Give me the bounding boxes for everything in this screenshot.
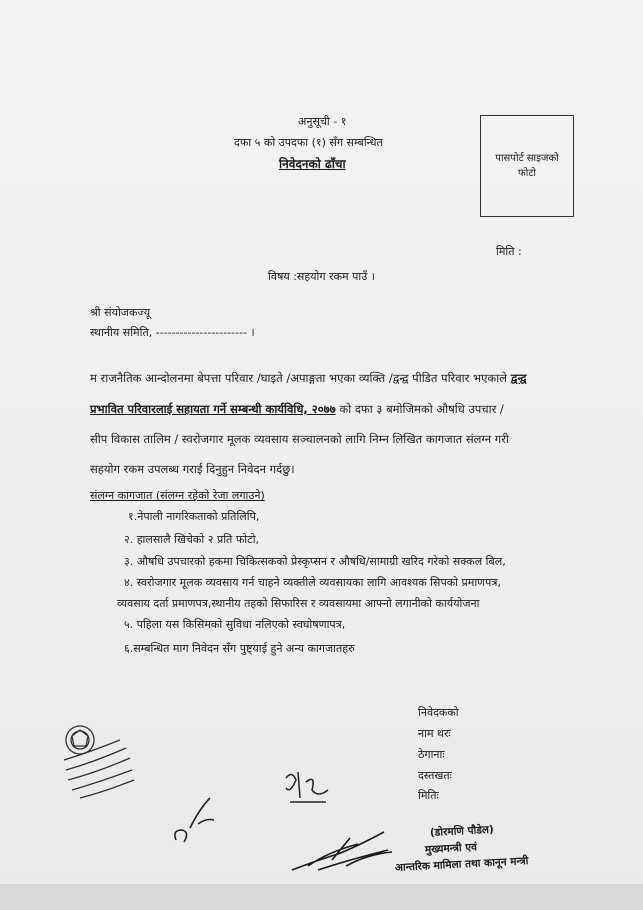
- body-line-3: सीप विकास तालिम / स्वरोजगार मूलक व्यवसाय सञ्चालनको लागि निम्न लिखित कागजात संलग्न गरी: [90, 432, 509, 446]
- handwritten-signature-2: [282, 768, 332, 808]
- applicant-date-label: मितिः: [418, 789, 439, 802]
- page-bottom-edge: [0, 884, 643, 910]
- photo-box: [480, 115, 574, 217]
- body-line-2-text: को दफा ३ बमोजिमको औषधि उपचार /: [339, 402, 504, 416]
- body-line-1: [90, 371, 572, 386]
- body-line-2: [90, 402, 572, 417]
- applicant-address-label: ठेगानाः: [418, 748, 445, 761]
- body-line-1-emphasis: द्वन्द्व: [510, 371, 527, 385]
- minister-title-2: आन्तरिक मामिला तथा कानून मन्त्री: [394, 855, 529, 874]
- applicant-heading: निवेदकको: [418, 706, 459, 719]
- minister-name: (डोरमणि पौडेल): [429, 823, 495, 839]
- attachment-item: ६.सम्बन्धित माग निवेदन सँग पुष्ट्याई हुने अन्य कागजातहरु: [124, 642, 355, 655]
- attachment-item: ४. स्वरोजगार मूलक व्यवसाय गर्न चाहने व्यक्तीले व्यवसायका लागि आवश्यक सिपको प्रमाणपत्र,: [124, 576, 501, 589]
- date-label: मिति :: [496, 245, 522, 258]
- applicant-signature-label: दस्तखतः: [418, 769, 452, 782]
- subject-line: विषय :सहयोग रकम पाउँ ।: [268, 270, 375, 283]
- handwritten-signature-1: [170, 792, 220, 847]
- attachment-item: २. हालसालै खिचेको २ प्रति फोटो,: [124, 533, 260, 546]
- attachments-heading: संलग्न कागजात (संलग्न रहेको रेजा लगाउने): [90, 489, 265, 502]
- addressee-title: श्री संयोजकज्यू: [90, 306, 151, 319]
- addressee-committee: स्थानीय समिति, ----------------------- ।: [90, 326, 255, 339]
- minister-title-1: मुख्यमन्त्री एवं: [424, 841, 478, 856]
- photo-box-label-1: पासपोर्ट साइजको: [495, 153, 559, 164]
- attachment-item: १.नेपाली नागरिकताको प्रतिलिपि,: [128, 510, 260, 523]
- body-line-4: सहयोग रकम उपलब्ध गराई दिनुहुन निवेदन गर्दछु।: [90, 462, 295, 476]
- official-stamp-icon: [60, 718, 140, 806]
- minister-signature: [288, 826, 398, 876]
- section-reference: दफा ५ को उपदफा (१) सँग सम्बन्धित: [234, 136, 383, 149]
- attachment-item: ५. पहिला यस किसिमको सुविधा नलिएको स्वघोषणापत्र,: [124, 618, 346, 631]
- form-title: निवेदनको ढाँचा: [279, 157, 346, 171]
- photo-box-label-2: फोटो: [518, 168, 536, 179]
- body-line-1-text: म राजनैतिक आन्दोलनमा बेपत्ता परिवार /घाइते /अपाङ्गता भएका व्यक्ति /द्वन्द्व पीडित परिवार भएकाले: [90, 371, 508, 385]
- annex-number: अनुसूची - १: [298, 115, 347, 128]
- body-line-2-emphasis: प्रभावित परिवारलाई सहायता गर्ने सम्बन्धी कार्यविधि, २०७७: [90, 402, 336, 416]
- attachment-item: व्यवसाय दर्ता प्रमाणपत्र,स्थानीय तहको सिफारिस र व्यवसायमा आफ्नो लगानीको कार्ययोजना: [117, 597, 480, 610]
- applicant-name-label: नाम थरः: [418, 727, 451, 740]
- attachment-item: ३. औषधि उपचारको हकमा चिकित्सकको प्रेस्कृप्सन र औषधि/सामाग्री खरिद गरेको सक्कल बिल,: [124, 555, 506, 568]
